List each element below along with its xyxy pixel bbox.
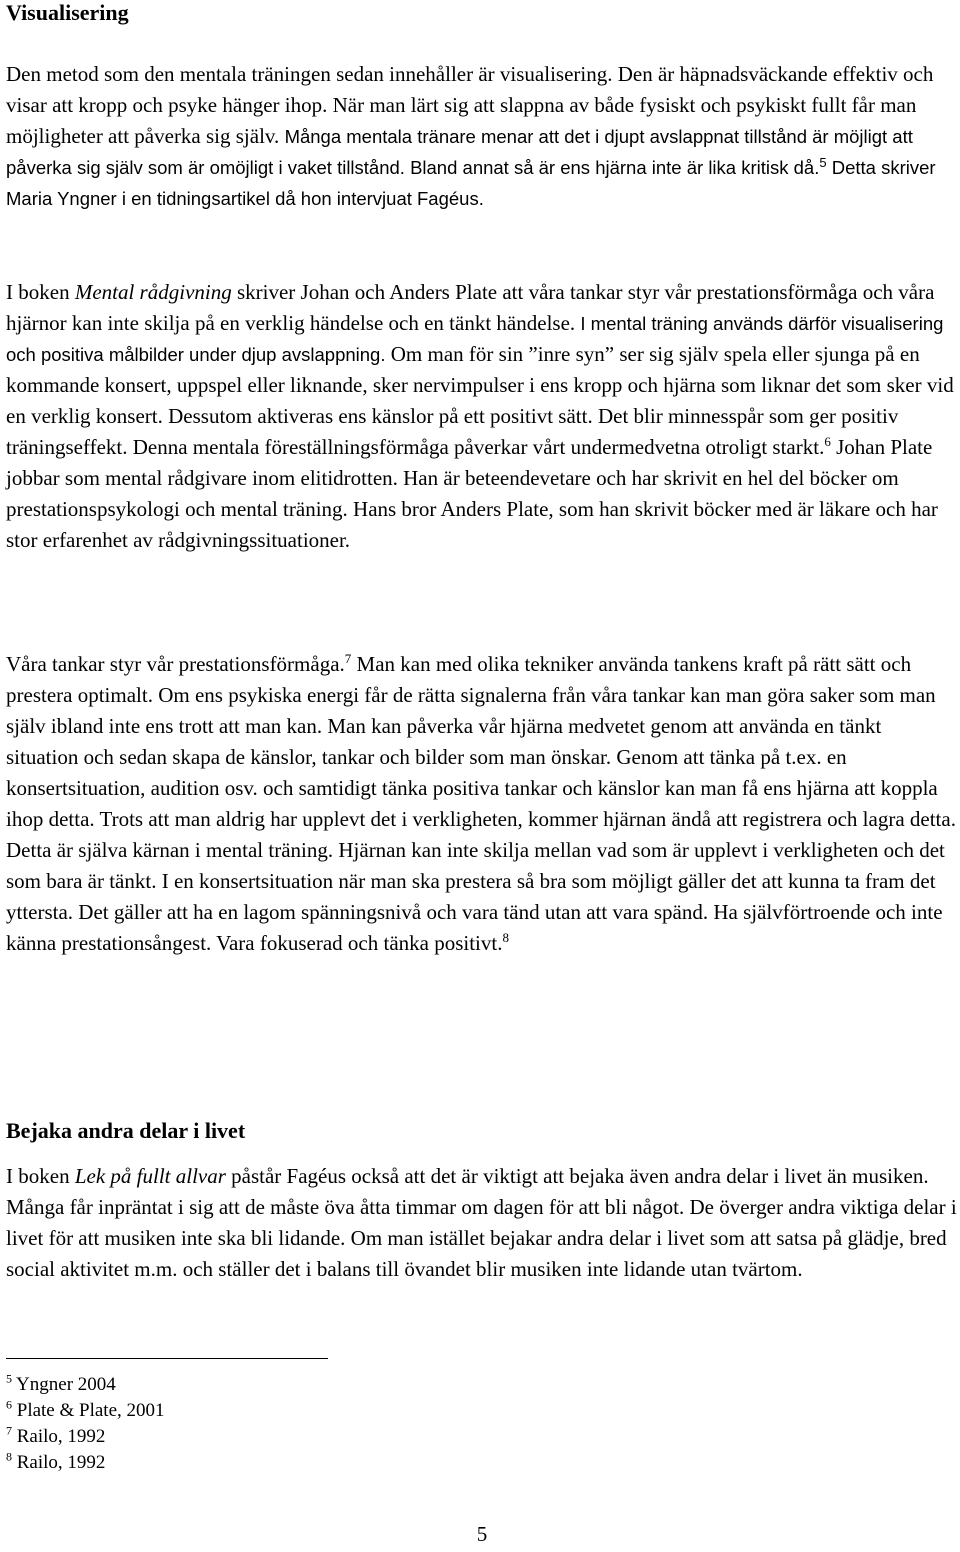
- footnote-ref-8[interactable]: 8: [502, 930, 509, 945]
- paragraph-1-sentence-1: Den metod som den mentala träningen sedan innehåller är visualisering. Den är häpnadsväckande effektiv och visar att kropp och psyke hänger ihop. När man lärt sig att slappna av både fysiskt och psykiskt fullt får man möjligheter att påverka sig själv.: [6, 62, 934, 148]
- section-heading-visualisering: Visualisering: [6, 0, 129, 25]
- footnote-8: $^8$ Railo, 1992: [6, 1449, 106, 1473]
- section-heading-bejaka: Bejaka andra delar i livet: [6, 1118, 246, 1143]
- footnote-ref-6[interactable]: 6: [824, 434, 831, 449]
- paragraph-2: I boken Mental rådgivning skriver Johan och Anders Plate att våra tankar styr vår prestationsförmåga och våra hjärnor kan inte skilja på en verklig händelse och en tänkt händelse. I mental träning används därför visualisering och positiva målbilder under djup avslappning. Om man för sin ”inre syn” ser sig själv spela eller sjunga på en kommande konsert, uppspel eller liknande, sker nervimpulser i ens kropp och hjärna som liknar det som sker vid en verklig konsert. Dessutom aktiveras ens känslor på ett positivt sätt. Det blir minnesspår som ger positiv träningseffekt. Denna mentala föreställningsförmåga påverkar vårt undermedvetna otroligt starkt.$^6$ Johan Plate jobbar som mental rådgivare inom elitidrotten. Han är beteendevetare och har skrivit en hel del böcker om prestationspsykologi och mental träning. Hans bror Anders Plate, som han skrivit böcker med är läkare och har stor erfarenhet av rådgivningssituationer.: [6, 280, 954, 552]
- footnote-7: $^7$ Railo, 1992: [6, 1423, 106, 1447]
- book-title-lek-pa-fullt-allvar: Lek på fullt allvar: [74, 1164, 226, 1188]
- footnote-5: $^5$ Yngner 2004: [6, 1371, 116, 1395]
- footnote-ref-5[interactable]: 5: [819, 154, 827, 170]
- paragraph-4: I boken Lek på fullt allvar påstår Fagéus också att det är viktigt att bejaka även andra delar i livet än musiken. Många får inpräntat i sig att de måste öva åtta timmar om dagen för att bli något. De överger andra viktiga delar i livet för att musiken inte ska bli lidande. Om man istället bejakar andra delar i livet som att satsa på glädje, bred social aktivitet m.m. och ställer det i balans till övandet blir musiken inte lidande utan tvärtom.: [6, 1164, 957, 1281]
- page-number: 5: [476, 1522, 488, 1546]
- paragraph-1: [6, 59, 958, 214]
- footnote-ref-7[interactable]: 7: [344, 651, 352, 666]
- footnote-divider: [6, 1358, 328, 1359]
- footnotes: [6, 1372, 165, 1476]
- paragraph-1-sentence-2: Många mentala tränare menar att det i djupt avslappnat tillstånd är möjligt att påverka sig själv som är omöjligt i vaket tillstånd. Bland annat så är ens hjärna inte är lika kritisk då.$^5$ Detta skriver Maria Yngner i en tidningsartikel då hon intervjuat Fagéus.: [6, 126, 936, 209]
- footnote-6: $^6$ Plate & Plate, 2001: [6, 1397, 165, 1421]
- paragraph-3: Våra tankar styr vår prestationsförmåga.$^7$ Man kan med olika tekniker använda tankens kraft på rätt sätt och prestera optimalt. Om ens psykiska energi får de rätta signalerna från våra tankar kan man göra saker som man själv ibland inte ens trott att man kan. Man kan påverka vår hjärna medvetet genom att använda en tänkt situation och sedan skapa de känslor, tankar och bilder som man önskar. Genom att tänka på t.ex. en konsertsituation, audition osv. och samtidigt tänka positiva tankar och känslor kan man få ens hjärna att koppla ihop detta. Trots att man aldrig har upplevt det i verkligheten, kommer hjärnan ändå att registrera och lagra detta. Detta är själva kärnan i mental träning. Hjärnan kan inte skilja mellan vad som är upplevt i verkligheten och det som bara är tänkt. I en konsertsituation när man ska prestera så bra som möjligt gäller det att kunna ta fram det yttersta. Det gäller att ha en lagom spänningsnivå och vara tänd utan att vara spänd. Ha självförtroende och inte känna prestationsångest. Vara fokuserad och tänka positivt.$^8$: [6, 651, 956, 955]
- book-title-mental-radgivning: Mental rådgivning: [74, 280, 232, 304]
